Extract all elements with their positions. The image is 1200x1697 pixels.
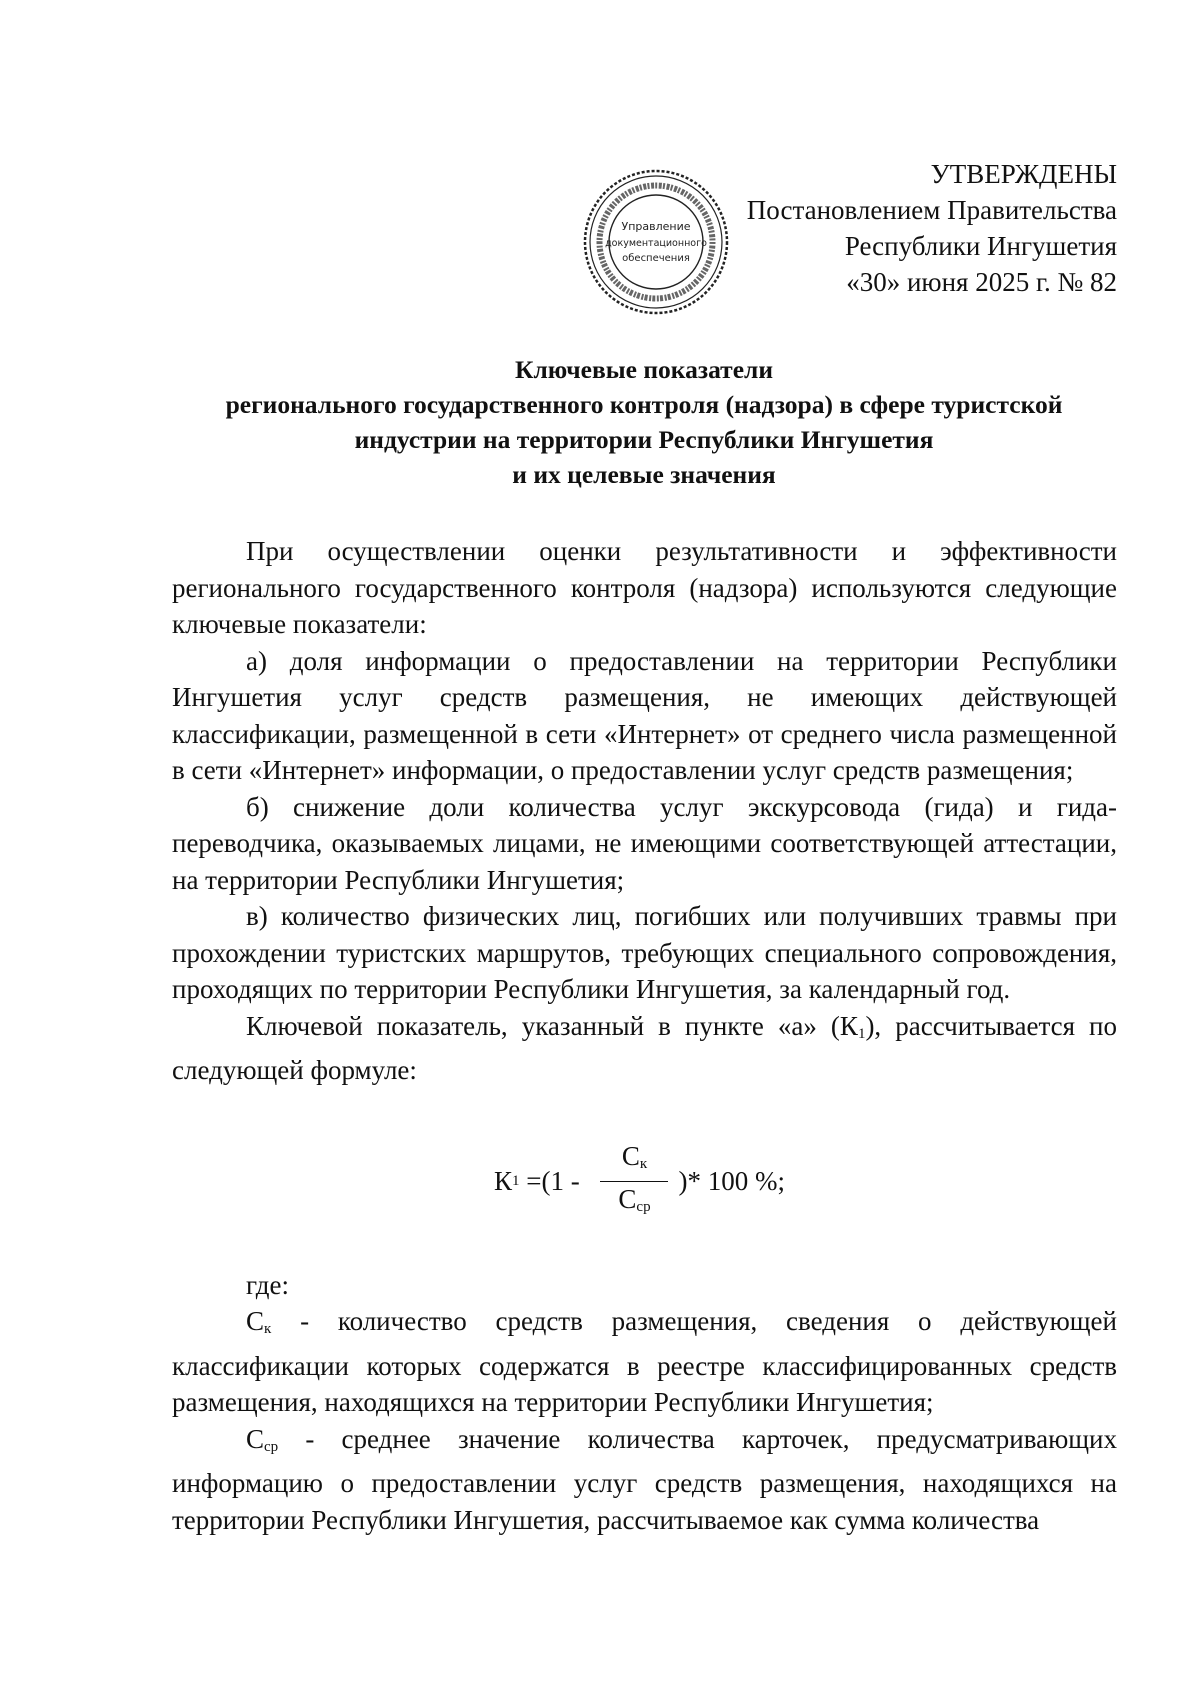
ccp-text: - среднее значение количества карточек, предусматривающих информацию о предоставлении услуг средств размещения, находящихся на территории Республики Ингушетия, рассчитываемое как сумма количества bbox=[172, 1423, 1117, 1535]
item-b-paragraph: б) снижение доли количества услуг экскурсовода (гида) и гида-переводчика, оказываемых лицами, не имеющими соответствующей аттестации, на территории Республики Ингушетия; bbox=[172, 791, 1117, 895]
document-title bbox=[170, 352, 1118, 492]
approval-block bbox=[697, 156, 1117, 300]
denominator-symbol: С bbox=[618, 1184, 637, 1214]
ccp-symbol: С bbox=[246, 1423, 265, 1454]
where-label: где: bbox=[246, 1269, 289, 1300]
k1-intro-sub: 1 bbox=[857, 1025, 866, 1042]
k1-formula bbox=[494, 1142, 785, 1222]
formula-block bbox=[172, 1089, 1117, 1267]
formula-lhs: К bbox=[494, 1166, 513, 1197]
ccp-definition bbox=[172, 1421, 1117, 1539]
item-a-paragraph: а) доля информации о предоставлении на территории Республики Ингушетия услуг средств размещения, не имеющих действующей классификации, размещенной в сети «Интернет» от среднего числа размещенной в сети «Интернет» информации, о предоставлении услуг средств размещения; bbox=[172, 645, 1117, 785]
formula-tail: )* 100 %; bbox=[678, 1166, 785, 1197]
ck-definition bbox=[172, 1303, 1117, 1421]
k1-intro-after: ), рассчитывается по следующей формуле: bbox=[172, 1010, 1118, 1085]
formula-fraction bbox=[600, 1141, 668, 1222]
body-text bbox=[172, 533, 1117, 1538]
approval-line-1: УТВЕРЖДЕНЫ bbox=[930, 159, 1117, 189]
formula-lhs-sub: 1 bbox=[512, 1173, 520, 1190]
denominator-sub: ср bbox=[636, 1199, 651, 1215]
k1-intro-before: Ключевой показатель, указанный в пункте «а» (К bbox=[246, 1010, 858, 1041]
numerator-symbol: С bbox=[621, 1141, 640, 1171]
stamp-text-3: обеспечения bbox=[622, 253, 690, 264]
ck-text: - количество средств размещения, сведения о действующей классификации которых содержатся в реестре классифицированных средств размещения, находящихся на территории Республики Ингушетия; bbox=[172, 1306, 1117, 1417]
title-line-4: и их целевые значения bbox=[512, 460, 776, 489]
formula-open: =(1 - bbox=[519, 1166, 587, 1197]
ck-sub: к bbox=[264, 1321, 272, 1337]
stamp-text-2: документационного bbox=[605, 238, 707, 249]
title-line-2: регионального государственного контроля (надзора) в сфере туристской bbox=[225, 390, 1063, 419]
k1-intro-paragraph bbox=[172, 1008, 1117, 1089]
title-line-1: Ключевые показатели bbox=[514, 355, 774, 384]
intro-paragraph: При осуществлении оценки результативности и эффективности регионального государственного контроля (надзора) используются следующие ключевые показатели: bbox=[172, 536, 1117, 639]
formula-numerator bbox=[618, 1141, 651, 1181]
stamp-text-1: Управление bbox=[621, 220, 691, 233]
numerator-sub: к bbox=[639, 1156, 648, 1172]
item-v-paragraph: в) количество физических лиц, погибших или получивших травмы при прохождении туристских маршрутов, требующих специального сопровождения, проходящих по территории Республики Ингушетия, за календарный год. bbox=[172, 901, 1117, 1004]
formula-denominator bbox=[600, 1181, 668, 1222]
ck-symbol: С bbox=[246, 1306, 265, 1336]
approval-line-3: Республики Ингушетия bbox=[844, 231, 1117, 261]
approval-line-4: «30» июня 2025 г. № 82 bbox=[846, 267, 1117, 297]
approval-line-2: Постановлением Правительства bbox=[746, 195, 1117, 225]
title-line-3: индустрии на территории Республики Ингушетия bbox=[354, 425, 934, 454]
ccp-sub: ср bbox=[264, 1438, 279, 1455]
